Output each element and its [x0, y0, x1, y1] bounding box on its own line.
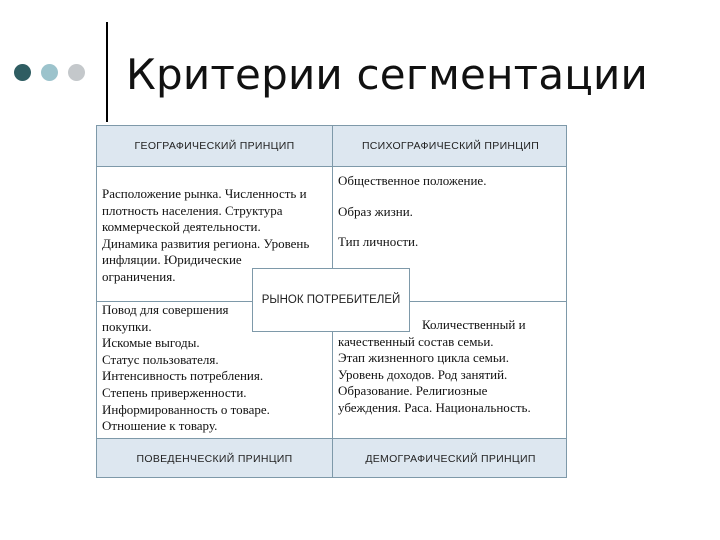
psychographic-criteria — [338, 173, 486, 265]
gray-dot-icon — [68, 64, 85, 81]
criteria-line: покупки. — [102, 318, 152, 334]
psychographic-header: ПСИХОГРАФИЧЕСКИЙ ПРИНЦИП — [361, 140, 540, 152]
consumer-market-box — [252, 268, 410, 332]
criteria-line: Общественное положение. — [338, 173, 487, 188]
criteria-line: Статус пользователя. — [102, 351, 219, 367]
criteria-line: Повод для совершения — [102, 302, 229, 317]
criteria-line: Информированность о товаре. — [102, 401, 270, 417]
demographic-header: ДЕМОГРАФИЧЕСКИЙ ПРИНЦИП — [365, 453, 536, 465]
criteria-line: Уровень доходов. Род занятий. — [338, 366, 508, 382]
criteria-line: Интенсивность потребления. — [102, 368, 264, 384]
behavioral-header: ПОВЕДЕНЧЕСКИЙ ПРИНЦИП — [136, 453, 293, 465]
criteria-line: Искомые выгоды. — [102, 335, 200, 351]
center-label: РЫНОК ПОТРЕБИТЕЛЕЙ — [261, 294, 401, 306]
criteria-line: Отношение к товару. — [102, 418, 218, 434]
criteria-line: инфляции. Юридические — [102, 252, 242, 268]
criteria-line: ограничения. — [102, 268, 176, 284]
criteria-line: убеждения. Раса. Национальность. — [338, 399, 531, 415]
behavioral-criteria — [102, 302, 270, 435]
criteria-line: качественный состав семьи. — [338, 333, 494, 349]
criteria-line: Образ жизни. — [338, 203, 413, 219]
geographic-header: ГЕОГРАФИЧЕСКИЙ ПРИНЦИП — [134, 140, 295, 152]
decorative-dots — [14, 64, 94, 84]
criteria-line: Степень приверженности. — [102, 384, 247, 400]
criteria-line: Тип личности. — [338, 234, 419, 250]
criteria-line: Количественный и — [422, 317, 526, 332]
criteria-line: коммерческой деятельности. — [102, 219, 261, 235]
light-blue-dot-icon — [41, 64, 58, 81]
slide-title: Критерии сегментации — [126, 50, 649, 99]
criteria-line: плотность населения. Структура — [102, 202, 283, 218]
criteria-line: Образование. Религиозные — [338, 383, 488, 399]
title-divider — [106, 22, 108, 122]
criteria-line: Расположение рынка. Численность и — [102, 186, 307, 201]
dark-dot-icon — [14, 64, 31, 81]
criteria-line: Этап жизненного цикла семьи. — [338, 350, 509, 366]
criteria-line: Динамика развития региона. Уровень — [102, 235, 310, 251]
